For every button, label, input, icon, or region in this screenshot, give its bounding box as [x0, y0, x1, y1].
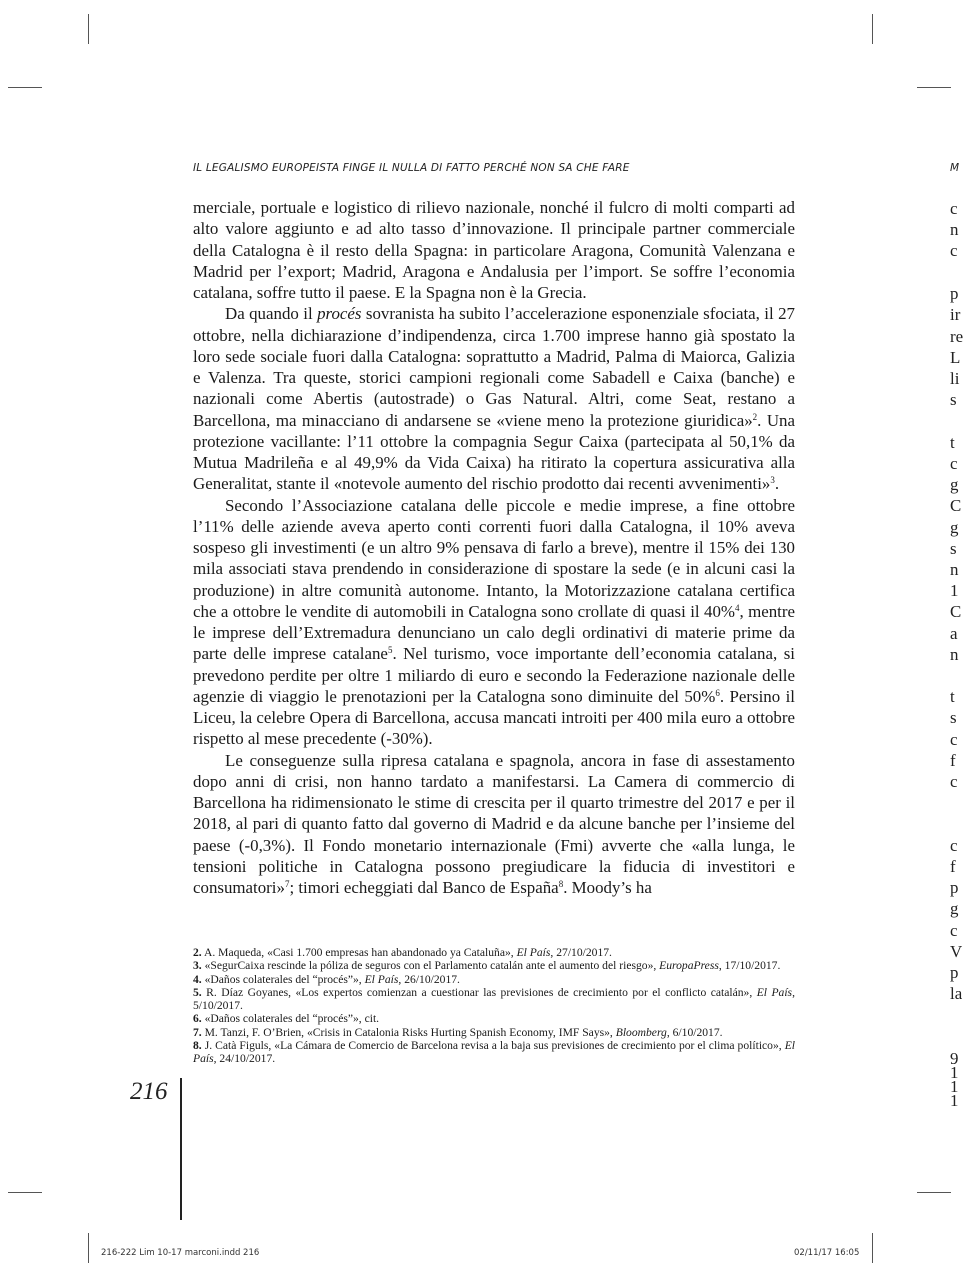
facing-page-letter: c: [950, 199, 958, 218]
footnote-number: 2.: [193, 946, 202, 959]
text-run: M. Tanzi, F. O’Brien, «Crisis in Catalonia Risks Hurting Spanish Economy, IMF Says»,: [201, 1025, 616, 1039]
text-run: A. Maqueda, «Casi 1.700 empresas han abandonado ya Cataluña»,: [201, 946, 517, 959]
footnote: [193, 986, 795, 1013]
facing-page-letter: p: [950, 284, 959, 303]
text-run: . Una protezione vacillante: l’11 ottobre la compagnia Segur Caixa (partecipata al 50,1% da Mutua Madrileña e al 49,9% da Vida Caixa) ha ritirato la copertura assicurativa alla Generalitat, stante il «notevole aumento del rischio prodotto dai recenti avvenimenti»: [193, 410, 795, 494]
footnote-number: 6.: [193, 1012, 202, 1026]
facing-page-letter: c: [950, 454, 958, 473]
crop-mark: [872, 1233, 873, 1263]
facing-page-letter: g: [950, 518, 959, 537]
facing-page-letter: p: [950, 878, 959, 897]
footnote-ref: 6: [715, 687, 720, 698]
text-run: , 27/10/2017.: [550, 946, 612, 959]
italic-text: Bloomberg: [615, 1025, 667, 1039]
facing-page-letter: f: [950, 751, 956, 770]
footnote: [193, 973, 795, 986]
text-run: Secondo l’Associazione catalana delle piccole e medie imprese, a fine ottobre l’11% delle aziende aveva aperto conti correnti fuori dalla Catalogna, il 10% aveva sospeso gli investimenti (e un altro 9% pensava di farlo a breve), mentre il 15% dei 130 mila associati stava prendendo in considerazione di spostare la sede (e in alcuni casi la produzione) in altre comunità autonome. Intanto, la Motorizzazione catalana certifica che a ottobre le vendite di automobili in Catalogna sono crollate di quasi il 40%: [193, 495, 795, 621]
facing-page-letter: c: [950, 241, 958, 260]
text-run: «Daños colaterales del “procés”»,: [201, 972, 365, 986]
text-run: sovranista ha subito l’accelerazione esponenziale sfociata, il 27 ottobre, nella dichiarazione d’indipendenza, circa 1.700 imprese hanno già spostato la loro sede sociale fuori dalla Catalogna: soprattutto a Madrid, Palma di Maiorca, Galizia e Valenza. Tra queste, storici campioni regionali come Sabadell e Caixa (banche) e nazionali come Abertis (autostrade) o Gas Natural. Altri, come Seat, restano a Barcellona, ma minacciano di andarsene se «viene meno la protezione giuridica»: [193, 304, 795, 430]
footnote: [193, 946, 795, 959]
footnote-number: 4.: [193, 972, 202, 986]
text-run: «SegurCaixa rescinde la póliza de seguros con el Parlamento catalán ante el aumento del riesgo»,: [201, 959, 660, 973]
crop-mark: [8, 87, 42, 88]
slug-right: 02/11/17 16:05: [794, 1248, 860, 1258]
facing-page-letter: li: [950, 369, 960, 388]
footnote: [193, 1039, 795, 1066]
footnote-number: 3.: [193, 959, 202, 973]
footnote: [193, 959, 795, 972]
facing-page-letter: p: [950, 963, 959, 982]
footnote-ref: 3: [770, 475, 775, 486]
facing-page-letter: 1: [950, 581, 959, 600]
running-head-facing: M: [950, 162, 960, 174]
footnote-number: 5.: [193, 985, 202, 999]
facing-page-letter: g: [950, 475, 959, 494]
footnote: [193, 1026, 795, 1039]
facing-page-letter: c: [950, 836, 958, 855]
facing-page-letter: n: [950, 645, 959, 664]
text-run: , mentre le imprese dell’Extremadura denunciano un calo degli ordinativi di materie prime da parte delle imprese catalane: [193, 601, 795, 664]
footnote-ref: 4: [734, 602, 740, 613]
facing-page-letter: L: [950, 348, 961, 367]
facing-page-letter: 1: [950, 1077, 959, 1096]
facing-page-letter: g: [950, 899, 959, 918]
italic-text: El País: [193, 1039, 795, 1066]
italic-text: El País: [756, 985, 793, 999]
footnote-ref: 8: [558, 879, 564, 889]
text-run: , 26/10/2017.: [398, 972, 460, 986]
facing-page-letter: 9: [950, 1049, 959, 1068]
crop-mark: [88, 1233, 89, 1263]
facing-page-letter: c: [950, 772, 958, 791]
text-run: merciale, portuale e logistico di rilievo nazionale, nonché il fulcro di molti comparti ad alto valore aggiunto e ad alto tasso d’innovazione. Il principale partner commerciale della Catalogna è il resto della Spagna: in particolare Aragona, Comunità Valenzana e Madrid per l’export; Madrid, Aragona e Andalusia per l’import. Se soffre l’economia catalana, soffre tutto il paese. E la Spagna non è la Grecia.: [193, 198, 795, 302]
footnote-ref: 2: [752, 411, 758, 422]
italic-text: EuropaPress: [659, 959, 719, 973]
crop-mark: [8, 1192, 42, 1193]
facing-page-letter: t: [950, 687, 955, 706]
text-run: «Daños colaterales del “procés”», cit.: [201, 1012, 380, 1026]
text-run: , 17/10/2017.: [718, 959, 781, 973]
facing-page-letter: c: [950, 730, 958, 749]
crop-mark: [872, 14, 873, 44]
crop-mark: [917, 87, 951, 88]
italic-text: procés: [317, 304, 362, 324]
footnote-number: 8.: [193, 1039, 202, 1053]
footnotes: [193, 946, 795, 1066]
facing-page-letter: c: [950, 921, 958, 940]
crop-mark: [88, 14, 89, 44]
footnote-ref: 7: [284, 879, 290, 889]
facing-page-letter: s: [950, 708, 957, 727]
text-run: R. Díaz Goyanes, «Los expertos comienzan a cuestionar las previsiones de crecimiento por el conflicto catalán»,: [201, 985, 757, 999]
facing-page-letter: s: [950, 539, 957, 558]
text-run: , 24/10/2017.: [213, 1052, 276, 1066]
facing-page-letter: t: [950, 433, 955, 452]
paragraph: [193, 750, 795, 899]
italic-text: El País: [516, 946, 551, 959]
text-run: Da quando il: [225, 304, 318, 324]
slug-left: 216-222 Lim 10-17 marconi.indd 216: [101, 1248, 260, 1258]
facing-page-letter: a: [950, 624, 958, 643]
text-run: . Moody’s ha: [563, 878, 652, 897]
text-run: J. Catà Figuls, «La Cámara de Comercio de Barcelona revisa a la baja sus previsiones de crecimiento por el clima político»,: [201, 1039, 785, 1053]
running-head: IL LEGALISMO EUROPEISTA FINGE IL NULLA DI FATTO PERCHÉ NON SA CHE FARE: [193, 162, 630, 174]
facing-page-letter: C: [950, 496, 962, 515]
facing-page-letter: s: [950, 390, 957, 409]
facing-page-letter: V: [950, 942, 963, 961]
facing-page-letter: re: [950, 327, 963, 346]
text-run: .: [774, 474, 780, 494]
footnote-ref: 5: [387, 645, 393, 656]
crop-mark: [917, 1192, 951, 1193]
body-text: [193, 197, 795, 898]
facing-page-letter: C: [950, 602, 962, 621]
facing-page-letter: n: [950, 560, 959, 579]
facing-page-letter: f: [950, 857, 956, 876]
footnote: [193, 1012, 795, 1025]
text-run: ; timori echeggiati dal Banco de España: [289, 878, 559, 897]
page-number: 216: [130, 1078, 168, 1105]
text-run: Le conseguenze sulla ripresa catalana e spagnola, ancora in fase di assestamento dopo anni di crisi, non hanno tardato a manifestarsi. La Camera di commercio di Barcellona ha ridimensionato le stime di crescita per il quarto trimestre del 2017 e per il 2018, al pari di quanto fatto dal governo di Madrid e da alcune banche per l’insieme del paese (-0,3%). Il Fondo monetario internazionale (Fmi) avverte che «alla lunga, le tensioni politiche in Catalogna possono pregiudicare la fiducia di investitori e consumatori»: [193, 750, 795, 897]
margin-rule: [180, 1078, 182, 1220]
paragraph: [193, 495, 795, 750]
facing-page-letter: 1: [950, 1063, 959, 1082]
facing-page-letter: la: [950, 984, 963, 1003]
text-run: . Persino il Liceu, la celebre Opera di Barcellona, accusa mancati introiti per 400 mila euro a ottobre rispetto al mese precedente (-30%).: [193, 686, 795, 749]
footnote-number: 7.: [193, 1025, 202, 1039]
facing-page-letter: 1: [950, 1091, 959, 1110]
facing-page-letter: ir: [950, 305, 961, 324]
text-run: . Nel turismo, voce importante dell’economia catalana, si prevedono perdite per oltre 1 miliardo di euro e secondo la Federazione nazionale delle agenzie di viaggio le prenotazioni per la Catalogna sono diminuite del 50%: [193, 644, 795, 706]
text-run: , 6/10/2017.: [666, 1025, 723, 1039]
paragraph: [193, 197, 795, 303]
facing-page-letter: n: [950, 220, 959, 239]
paragraph: [193, 303, 795, 494]
text-run: , 5/10/2017.: [193, 985, 795, 1013]
italic-text: El País: [364, 972, 399, 986]
